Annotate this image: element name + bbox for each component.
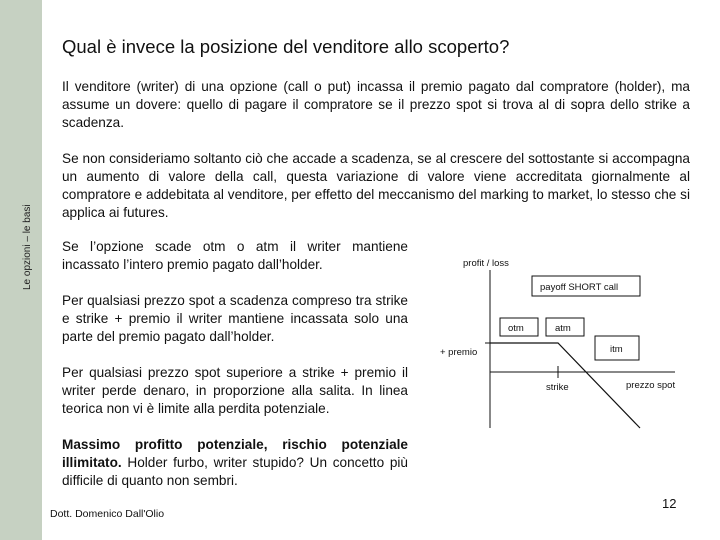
atm-label: atm <box>555 323 571 334</box>
paragraph-writer-duty: Il venditore (writer) di una opzione (call o put) incassa il premio pagato dal compratore (holder), ma assume un dovere: quello di pagare il compratore se il prezzo spot si trova al di sopra dello strike a scadenza. <box>62 79 690 130</box>
y-axis-label: profit / loss <box>463 258 509 269</box>
x-axis-label: prezzo spot <box>626 380 676 391</box>
otm-label: otm <box>508 323 524 334</box>
footer-author: Dott. Domenico Dall'Olio <box>50 508 165 520</box>
conclusion-bold: Massimo profitto potenziale, rischio potenziale illimitato. <box>62 437 408 470</box>
premium-label: + premio <box>440 347 478 358</box>
itm-label: itm <box>610 344 623 355</box>
page-number: 12 <box>662 496 677 511</box>
paragraph-otm-atm: Se l’opzione scade otm o atm il writer mantiene incassato l’intero premio pagato dall’holder. <box>62 239 408 272</box>
paragraph-loss: Per qualsiasi prezzo spot superiore a strike + premio il writer perde denaro, in proporzione alla salita. In linea teorica non vi è limite alla perdita potenziale. <box>62 365 408 416</box>
payoff-diagram <box>430 248 700 433</box>
sidebar-label: Le opzioni – le basi <box>22 204 33 290</box>
paragraph-partial-premium: Per qualsiasi prezzo spot a scadenza compreso tra strike e strike + premio il writer mantiene incassata solo una parte del premio pagato dall’holder. <box>62 293 408 344</box>
strike-label: strike <box>546 382 569 393</box>
sidebar-band <box>0 0 42 540</box>
slide-title: Qual è invece la posizione del venditore allo scoperto? <box>62 36 510 57</box>
conclusion-rest: Holder furbo, writer stupido? Un concetto più difficile di quanto non sembri. <box>62 455 408 488</box>
paragraph-conclusion <box>62 436 408 490</box>
payoff-label: payoff SHORT call <box>540 282 619 293</box>
paragraph-marking-to-market: Se non consideriamo soltanto ciò che accade a scadenza, se al crescere del sottostante si accompagna un aumento di valore della call, questa variazione di valore viene accreditata giornalmente al compratore e addebitata al venditore, per effetto del meccanismo del marking to market, lo stesso che si applica ai futures. <box>62 151 690 220</box>
